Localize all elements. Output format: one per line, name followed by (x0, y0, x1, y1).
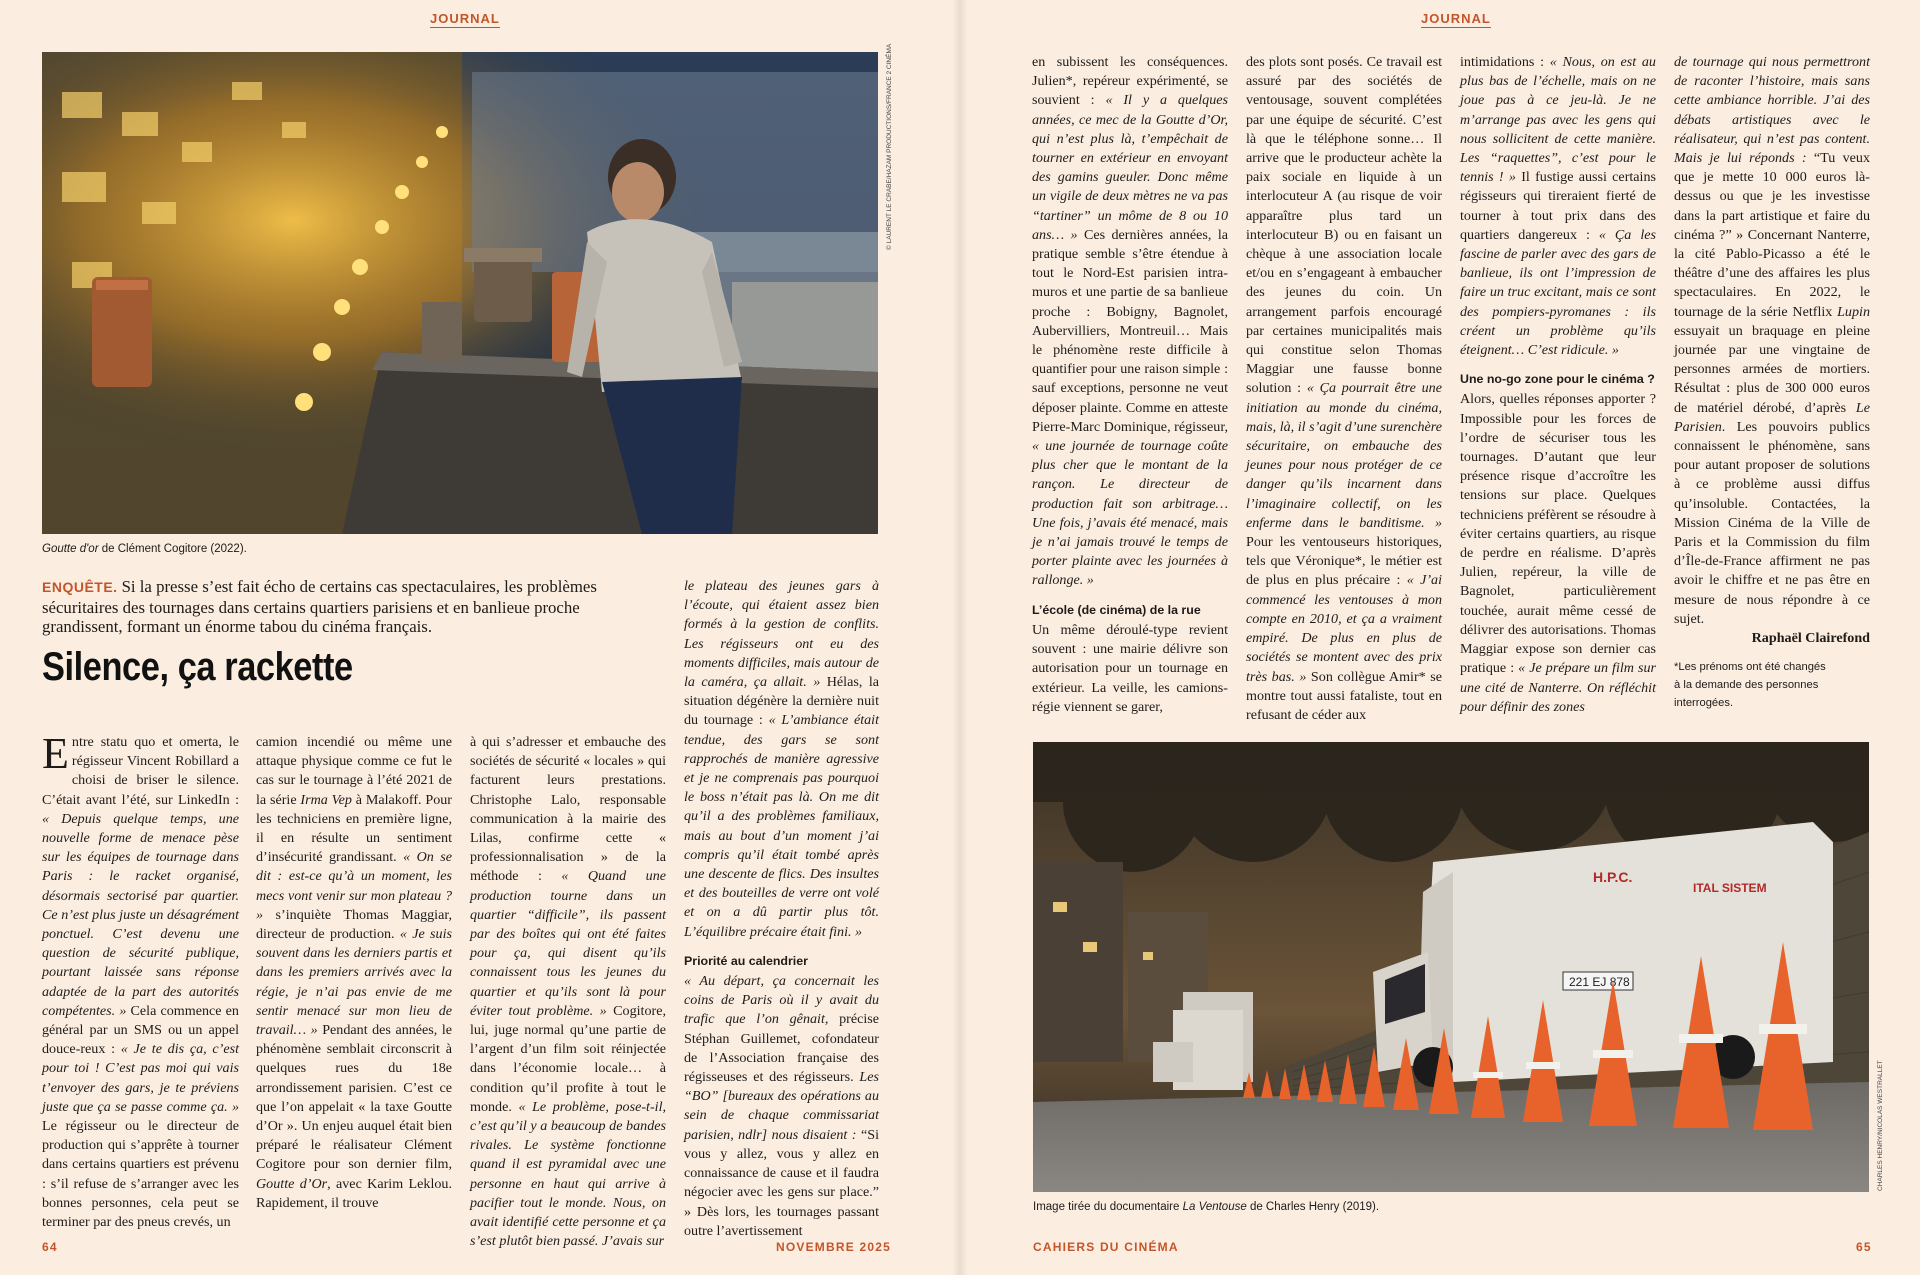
text-column-1 (42, 729, 239, 1232)
body-text: . Les pouvoirs publics connaissent le phénomène, sans pour autant proposer de solutions à ce problème aussi diffus qu’insoluble. Contactées, la Mission Cinéma de la Ville de Paris et la Commission du film d’Île-de-France affirment ne pas avoir le chiffre et ne pas être en mesure de nous répondre à ce sujet. (1674, 418, 1870, 627)
quote-text: « J’ai commencé les ventouses à mon compte en 2010, et ça a vraiment empiré. De plus en plus de sociétés se montent avec des prix très bas. » (1246, 572, 1442, 685)
quote-text: « Quand une production tourne dans un quartier “difficile”, ils passent par des boîtes qui ont été faites pour ça, qui disent qu’ils connaissent tous les jeunes du quartier et qu’ils sont là pour éviter tout problème. » (470, 868, 666, 1019)
page-gutter (952, 0, 968, 1275)
caption-film-title: La Ventouse (1182, 1201, 1247, 1213)
issue-date: NOVEMBRE 2025 (776, 1240, 891, 1254)
footnote-line: *Les prénoms ont été changés (1674, 661, 1826, 674)
rubric-left: JOURNAL (430, 11, 500, 26)
photo-credit-left: © LAURENT LE CRABE/HAZAM PRODUCTIONS/FRANCE 2 CINÉMA (886, 43, 893, 250)
photo-caption-right (1033, 1201, 1379, 1213)
photo-caption-left (42, 543, 247, 555)
page-number-left: 64 (42, 1240, 58, 1254)
rooftop-night-image (42, 52, 878, 534)
rubric-right: JOURNAL (1421, 11, 1491, 26)
body-text: en subissent les conséquences. Julien*, repéreur expérimenté, se souvient : (1032, 54, 1228, 109)
caption-details: de Clément Cogitore (2022). (98, 543, 247, 555)
series-title: Lupin (1837, 303, 1870, 320)
cone-row (1243, 942, 1813, 1130)
author-signature: Raphaël Clairefond (1751, 630, 1870, 647)
quote-text: « Nous, on est au plus bas de l’échelle, mais on ne joue pas à ce jeu-là. Je ne m’arrange pas avec les gens qui nous sollicitent de cette manière. Les “raquettes”, c’est pour le tennis ! » (1460, 54, 1656, 186)
quote-text: « Je te dis ça, c’est pour toi ! C’est pas moi qui vais t’envoyer des gars, je te préviens juste que ça se passe comme ça. » (42, 1041, 239, 1115)
quote-text: « Il y a quelques années, ce mec de la Goutte d’Or, qui n’est plus là, t’empêchait de tourner en extérieur en envoyant des gamins gueuler. Donc même un vigile de deux mètres ne va pas “tartiner” un môme de 8 ou 10 ans… » (1032, 92, 1228, 243)
newspaper-title: Le Parisien (1674, 399, 1870, 435)
body-text: Cogitore, lui, juge normal qu’une partie de l’argent d’un film soit réinjectée dans l’économie locale… à condition qu’il profite à tout le monde. (470, 1002, 666, 1115)
text-column-5 (1032, 53, 1228, 717)
footnote (1674, 658, 1870, 712)
quote-text: « Ça les fascine de parler avec des gars de banlieue, ils ont l’impression de faire un truc excitant, mais ce sont des pompiers-pyromanes : ils créent un problème qu’ils éteignent… C’est ridicule. » (1460, 226, 1656, 359)
quote-text: « une journée de tournage coûte plus cher que le montant de la rançon. Le directeur de production fait son arbitrage… Une fois, j’avais été menacé, mais je n’ai jamais trouvé le temps de porter plainte avec les journées à rallonge. » (1032, 438, 1228, 589)
cone-stripes (1473, 1024, 1807, 1078)
quote-text: « Je suis souvent dans les derniers partis et dans les premiers arrivés avec la régie, je n’ai pas envie de me sentir menacé sur mon lieu de travail… » (256, 926, 452, 1039)
quote-text: « Au départ, ça concernait les coins de Paris où il y avait du trafic que l’on gênait, (684, 973, 879, 1028)
quote-text: « L’ambiance était tendue, des gars se sont rapprochés de manière agressive et je ne comprenais pas pourquoi le boss n’était pas là. On me dit qu’il a des problèmes familiaux, mais au bout d’un moment j’ai compris qu’il était tombé après une descente de flics. Des insultes et des bouteilles de verre ont volé et on a dû partir plus tôt. L’équilibre précaire était fini. » (684, 712, 880, 940)
article-standfirst (42, 577, 642, 637)
series-title: Irma Vep (300, 791, 352, 808)
footnote-line: à la demande des personnes interrogées. (1674, 679, 1819, 710)
magazine-name: CAHIERS DU CINÉMA (1033, 1240, 1179, 1254)
quote-text: le plateau des jeunes gars à l’écoute, qui étaient assez bien formés à la gestion de conflits. Les régisseurs ont eu des moments difficiles, mais autour de la caméra, ça allait. » (684, 578, 879, 691)
body-text: Son collègue Amir* se montre tout aussi fataliste, tout en refusant de céder aux (1246, 668, 1442, 723)
caption-text: de Charles Henry (2019). (1246, 1201, 1380, 1213)
body-text: intimidations : (1460, 54, 1550, 70)
caption-text: Image tirée du documentaire (1033, 1201, 1183, 1213)
standfirst-text: Si la presse s’est fait écho de certains cas spectaculaires, les problèmes sécuritaires des tournages dans certains quartiers parisiens et en banlieue proche grandissent, formant un énorme tabou du cinéma français. (42, 577, 597, 636)
quote-text: « Le problème, pose-t-il, c’est qu’il y a beaucoup de bandes rivales. Le système fonctionne quand il est pyramidal avec une personne en haut qui arrive à pacifier tout le monde. Nous, on avait identifié cette personne et ça s’est plutôt bien passé. J’avais sur (470, 1098, 667, 1250)
body-text: Ces dernières années, la pratique semble s’être étendue à tout le Nord-Est parisien intra-muros et une partie de sa banlieue proche : Bobigny, Bagnolet, Aubervilliers, Montreuil… Mais le phénomène reste difficile à quantifier pour une raison simple : sauf exceptions, personne ne veut déposer plainte. Comme en atteste Pierre-Marc Dominique, régisseur, (1032, 226, 1228, 435)
traffic-cones (1033, 742, 1869, 1192)
body-text: Pour les ventouseurs historiques, tels que Véronique*, le métier est de plus en plus précaire : (1246, 534, 1442, 589)
body-text: à Malakoff. Pour les techniciens en première ligne, il en résulte un sentiment d’insécurité grandissant. (256, 791, 452, 866)
body-text: , avec Karim Leklou. Rapidement, il trouve (256, 1175, 452, 1211)
text-column-3 (470, 733, 666, 1251)
quote-text: « Je prépare un film sur une cité de Nanterre. On réfléchit pour définir des zones (1460, 660, 1656, 715)
body-text: à qui s’adresser et embauche des sociétés de sécurité « locales » qui facturent leurs prestations. Christophe Lalo, responsable communication à la mairie des Lilas, confirme cette « professionnalisation » de la méthode : (470, 734, 666, 885)
documentary-still-la-ventouse (1033, 742, 1869, 1192)
quote-text: de tournage qui nous permettront de raconter l’histoire, mais sans cette ambiance horrible. J’ai des débats artistiques avec le réalisateur, qui n’est pas content. Mais je lui réponds : (1674, 54, 1870, 167)
subheading-priorite: Priorité au calendrier (684, 953, 808, 968)
section-tag: ENQUÊTE. (42, 579, 118, 595)
body-text: Pendant des années, le phénomène semblait circonscrit à quelques rues du 18e arrondissement parisien. C’est ce que l’on appelait « la taxe Goutte d’Or ». Un enjeu auquel était bien préparé le réalisateur Clément Cogitore pour son dernier film, (256, 1022, 453, 1173)
subheading-no-go-zone: Une no-go zone pour le cinéma ? (1460, 372, 1655, 387)
film-title: Goutte d’Or (256, 1175, 328, 1192)
body-text: essuyait un braquage en pleine journée par une vingtaine de personnes armées de mortiers. Résultat : plus de 300 000 euros de matériel dérobé, d’après (1674, 322, 1870, 416)
quote-text: « On se dit : est-ce qu’à un moment, les mecs vont venir sur mon plateau ? » (256, 849, 452, 923)
drop-cap: E (42, 729, 69, 778)
article-headline: Silence, ça rackette (42, 645, 353, 689)
svg-text:221 EJ 878: 221 EJ 878 (1569, 975, 1630, 989)
text-column-6 (1246, 53, 1442, 725)
svg-text:H.P.C.: H.P.C. (1593, 869, 1633, 885)
body-text: des plots sont posés. Ce travail est assuré par des sociétés de ventousage, souvent complétées par une équipe de sécurité. C’est là que le téléphone sonne… Il arrive que le producteur achète la paix sociale en liquide à un interlocuteur A (au risque de voir apparaître plus tard un interlocuteur B) ou en faisant un chèque à une association locale et/ou en s’engageant à embaucher des jeunes du coin. Un arrangement parfois encouragé par certaines municipalités mais qui constitue selon Thomas Maggiar une fausse bonne solution : (1246, 54, 1442, 397)
quote-text: Les “BO” [bureaux des opérations au sein de chaque commissariat parisien, ndlr] nous disaient : (684, 1069, 879, 1143)
photo-credit-right: CHARLES HENRY/NICOLAS WESTRALLET (1877, 1060, 1884, 1191)
body-text: s’inquiète Thomas Maggiar, directeur de production. (256, 906, 452, 943)
caption-film-title: Goutte d'or (42, 543, 99, 555)
subheading-ecole: L’école (de cinéma) de la rue (1032, 602, 1201, 617)
body-text: Hélas, la situation dégénère la dernière nuit du tournage : (684, 674, 879, 729)
text-column-2 (256, 733, 452, 1213)
body-text: Il fustige aussi certains régisseurs qui tireraient fierté de tourner à tout prix dans des quartiers dangereux : (1460, 169, 1657, 243)
quote-text: « Ça pourrait être une initiation au monde du cinéma, mais, là, il s’agit d’une surenchère sécuritaire, on embauche des jeunes pour nous protéger de ce danger qu’ils incarnent dans l’imaginaire collectif, on les enferme dans le banditisme. » (1246, 380, 1442, 531)
body-text: Alors, quelles réponses apporter ? Impossible pour les forces de l’ordre de sécuriser tous les tournages. D’autant que leur présence risque d’accroître les tensions sur place. Quelques techniciens préfèrent se résoudre à éviter certains quartiers, au risque de perdre en réalisme. D’après Julien, repéreur, la ville de Bagnolet, particulièrement touchée, aurait même cessé de délivrer des autorisations. Thomas Maggiar expose son dernier cas pratique : (1460, 391, 1656, 677)
body-text: “Si vous y allez, vous y allez en connaissance de cause et il faudra négocier avec les gens sur place.” » Dès lors, les tournages passant outre l’avertissement (684, 1126, 879, 1239)
film-still-goutte-dor (42, 52, 878, 534)
text-column-4 (684, 577, 879, 1241)
body-text: Cela commence en général par un SMS ou un appel douce-reux : (42, 1002, 239, 1058)
quote-text: « Depuis quelque temps, une nouvelle forme de menace pèse sur les équipes de tournage dans Paris : le racket organisé, désormais sectorisé par quartier. Ce n’est plus juste un désagrément ponctuel. C’est devenu une question de sécurité publique, pourtant laissée sans réponse adaptée de la part des autorités compétentes. » (42, 810, 239, 1019)
body-text: “Tu veux que je mette 10 000 euros là-dessus ou que je les investisse dans la part artistique et faire du cinéma ?” » Concernant Nanterre, la cité Pablo-Picasso a été le théâtre d’une des affaires les plus spectaculaires. En 2022, le tournage de la série Netflix (1674, 150, 1871, 320)
body-text: Un même déroulé-type revient souvent : une mairie délivre son autorisation pour un tournage en extérieur. La veille, les camions-régie viennent se garer, (1032, 621, 1228, 715)
text-column-7 (1460, 53, 1656, 717)
text-column-8 (1674, 53, 1870, 712)
body-text: précise Stéphan Guillemet, cofondateur de l’Association française des régisseuses et des régisseurs. (684, 1011, 879, 1086)
body-text: camion incendié ou même une attaque physique comme ce fut le cas sur le tournage à l’été 2021 de la série (256, 734, 452, 808)
body-text: Le régisseur ou le directeur de production qui s’apprête à tourner dans certains quartiers est prévenu : s’il refuse de s’arranger avec les bonnes personnes, cela peut se terminer par des pneus crevés, un (42, 1118, 239, 1231)
svg-text:ITAL SISTEM: ITAL SISTEM (1693, 881, 1767, 895)
page-number-right: 65 (1856, 1240, 1872, 1254)
body-text: ntre statu quo et omerta, le régisseur Vincent Robillard a choisi de briser le silence. C’était avant l’été, sur LinkedIn : (42, 734, 239, 808)
